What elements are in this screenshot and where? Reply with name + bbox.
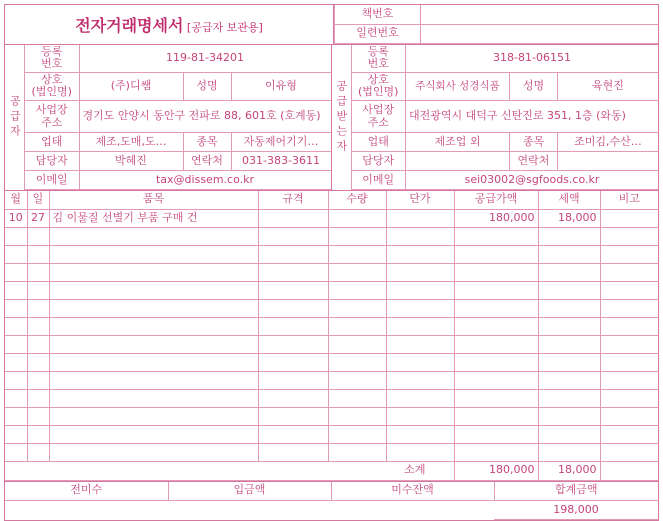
table-row-empty[interactable]	[5, 389, 658, 407]
page-title-suffix: [공급자 보관용]	[186, 21, 263, 34]
cell-empty	[386, 371, 454, 389]
col-header-day: 일	[27, 191, 49, 209]
cell-empty	[27, 263, 49, 281]
cell-empty	[454, 425, 538, 443]
cell-empty	[49, 317, 258, 335]
cell-empty	[27, 425, 49, 443]
cell-empty	[600, 425, 658, 443]
cell-tax: 18,000	[538, 209, 600, 227]
footer-label-balance: 미수잔액	[331, 482, 494, 501]
cell-empty	[454, 299, 538, 317]
cell-empty	[27, 353, 49, 371]
cell-empty	[538, 425, 600, 443]
cell-empty	[600, 227, 658, 245]
footer-total-amount: 198,000	[494, 501, 658, 520]
cell-empty	[454, 263, 538, 281]
table-row-empty[interactable]	[5, 443, 658, 461]
receiver-name-label: 성명	[510, 72, 558, 100]
cell-empty	[5, 227, 27, 245]
cell-empty	[49, 245, 258, 263]
footer-value-row[interactable]	[5, 501, 658, 520]
receiver-address-value[interactable]: 대전광역시 대덕구 신탄진로 351, 1층 (와동)	[406, 101, 659, 133]
cell-empty	[538, 335, 600, 353]
supplier-contact-value[interactable]: 031-383-3611	[231, 152, 331, 171]
table-row-empty[interactable]	[5, 317, 658, 335]
cell-empty	[49, 227, 258, 245]
cell-empty	[5, 263, 27, 281]
supplier-address-label: 사업장 주소	[25, 101, 79, 133]
cell-day: 27	[27, 209, 49, 227]
cell-empty	[454, 335, 538, 353]
subtotal-label: 소계	[5, 461, 454, 480]
supplier-item-value[interactable]: 자동제어기기…	[231, 133, 331, 152]
footer-label-total: 합계금액	[494, 482, 658, 501]
table-row-empty[interactable]	[5, 353, 658, 371]
parties-section	[5, 44, 658, 191]
table-row-empty[interactable]	[5, 263, 658, 281]
col-header-supply: 공급가액	[454, 191, 538, 209]
footer-value-balance	[331, 501, 494, 520]
cell-empty	[600, 317, 658, 335]
cell-empty	[386, 335, 454, 353]
table-row-empty[interactable]	[5, 245, 658, 263]
page-title: 전자거래명세서	[75, 16, 184, 35]
cell-empty	[27, 371, 49, 389]
cell-empty	[258, 443, 328, 461]
cell-empty	[600, 335, 658, 353]
cell-empty	[386, 281, 454, 299]
subtotal-note	[600, 461, 658, 480]
cell-empty	[328, 263, 386, 281]
cell-empty	[5, 299, 27, 317]
col-header-name: 품목	[49, 191, 258, 209]
cell-empty	[258, 281, 328, 299]
serial-number-value[interactable]	[421, 24, 659, 43]
receiver-item-label: 종목	[510, 133, 558, 152]
cell-empty	[49, 281, 258, 299]
supplier-name-value[interactable]: 이유형	[231, 72, 331, 100]
cell-empty	[328, 389, 386, 407]
col-header-spec: 규격	[258, 191, 328, 209]
book-number-value[interactable]	[421, 5, 659, 24]
cell-note	[600, 209, 658, 227]
cell-empty	[5, 281, 27, 299]
cell-empty	[49, 407, 258, 425]
cell-empty	[600, 443, 658, 461]
cell-empty	[386, 353, 454, 371]
cell-month: 10	[5, 209, 27, 227]
footer-label-prev-receivable: 전미수	[5, 482, 168, 501]
footer-value-prev-receivable	[5, 501, 168, 520]
supplier-company-label: 상호 (법인명)	[25, 72, 79, 100]
cell-empty	[600, 245, 658, 263]
supplier-biztype-value[interactable]: 제조,도매,도…	[79, 133, 183, 152]
cell-empty	[258, 371, 328, 389]
doc-number-row	[335, 24, 659, 43]
cell-empty	[600, 263, 658, 281]
cell-empty	[454, 443, 538, 461]
cell-empty	[454, 317, 538, 335]
cell-empty	[386, 227, 454, 245]
book-number-label: 책번호	[335, 5, 421, 24]
cell-empty	[600, 281, 658, 299]
table-row-empty[interactable]	[5, 281, 658, 299]
cell-empty	[454, 245, 538, 263]
document-number-block	[334, 5, 658, 44]
cell-empty	[258, 389, 328, 407]
supplier-vertical-label-text: 공급자	[8, 94, 22, 140]
supplier-name-label: 성명	[183, 72, 231, 100]
cell-empty	[454, 389, 538, 407]
cell-empty	[328, 281, 386, 299]
supplier-address-row	[25, 101, 331, 133]
title-block	[5, 5, 334, 44]
cell-empty	[386, 389, 454, 407]
subtotal-row	[5, 461, 658, 480]
supplier-email-row	[25, 171, 331, 190]
cell-empty	[258, 335, 328, 353]
supplier-biztype-label: 업태	[25, 133, 79, 152]
cell-empty	[538, 371, 600, 389]
supplier-email-value[interactable]: tax@dissem.co.kr	[79, 171, 331, 190]
cell-empty	[5, 353, 27, 371]
cell-empty	[27, 335, 49, 353]
receiver-email-value[interactable]: sei03002@sgfoods.co.kr	[406, 171, 659, 190]
receiver-company-label: 상호 (법인명)	[352, 72, 406, 100]
cell-empty	[49, 371, 258, 389]
receiver-block	[332, 45, 659, 191]
cell-empty	[386, 299, 454, 317]
table-row-empty[interactable]	[5, 407, 658, 425]
cell-empty	[328, 227, 386, 245]
receiver-company-row	[352, 72, 659, 100]
cell-empty	[600, 371, 658, 389]
cell-empty	[328, 245, 386, 263]
cell-empty	[258, 407, 328, 425]
cell-empty	[538, 245, 600, 263]
cell-empty	[328, 407, 386, 425]
cell-empty	[258, 317, 328, 335]
cell-empty	[328, 317, 386, 335]
col-header-tax: 세액	[538, 191, 600, 209]
receiver-address-row	[352, 101, 659, 133]
cell-empty	[49, 353, 258, 371]
cell-empty	[538, 353, 600, 371]
col-header-price: 단가	[386, 191, 454, 209]
cell-empty	[328, 371, 386, 389]
cell-empty	[538, 281, 600, 299]
col-header-month: 월	[5, 191, 27, 209]
cell-qty	[328, 209, 386, 227]
supplier-block	[5, 45, 332, 191]
cell-empty	[5, 245, 27, 263]
cell-empty	[386, 443, 454, 461]
cell-empty	[386, 407, 454, 425]
supplier-reg-value[interactable]: 119-81-34201	[79, 45, 331, 73]
cell-empty	[27, 299, 49, 317]
supplier-reg-row	[25, 45, 331, 73]
cell-empty	[328, 443, 386, 461]
cell-empty	[328, 335, 386, 353]
receiver-biztype-value[interactable]: 제조업 외	[406, 133, 510, 152]
document-header	[5, 5, 658, 44]
cell-empty	[27, 443, 49, 461]
receiver-biztype-label: 업태	[352, 133, 406, 152]
receiver-biztype-row	[352, 133, 659, 152]
cell-empty	[5, 335, 27, 353]
cell-empty	[49, 425, 258, 443]
supplier-vertical-label	[5, 45, 25, 191]
items-table	[5, 190, 658, 481]
supplier-company-value[interactable]: (주)디쌤	[79, 72, 183, 100]
cell-empty	[258, 299, 328, 317]
cell-empty	[258, 245, 328, 263]
supplier-company-row	[25, 72, 331, 100]
cell-empty	[258, 227, 328, 245]
cell-empty	[27, 389, 49, 407]
cell-empty	[49, 443, 258, 461]
cell-empty	[27, 317, 49, 335]
cell-empty	[386, 425, 454, 443]
cell-empty	[49, 389, 258, 407]
receiver-email-row	[352, 171, 659, 190]
supplier-manager-value[interactable]: 박혜진	[79, 152, 183, 171]
cell-empty	[600, 299, 658, 317]
cell-empty	[5, 371, 27, 389]
cell-empty	[600, 407, 658, 425]
receiver-address-label: 사업장 주소	[352, 101, 406, 133]
supplier-email-label: 이메일	[25, 171, 79, 190]
footer-label-deposit: 입금액	[168, 482, 331, 501]
cell-empty	[538, 299, 600, 317]
cell-empty	[328, 353, 386, 371]
cell-spec	[258, 209, 328, 227]
col-header-qty: 수량	[328, 191, 386, 209]
cell-empty	[258, 263, 328, 281]
supplier-manager-label: 담당자	[25, 152, 79, 171]
supplier-address-value[interactable]: 경기도 안양시 동안구 전파로 88, 601호 (호계동)	[79, 101, 331, 133]
cell-empty	[328, 299, 386, 317]
table-row-empty[interactable]	[5, 371, 658, 389]
doc-number-row	[335, 5, 659, 24]
cell-empty	[454, 227, 538, 245]
receiver-manager-row	[352, 152, 659, 171]
receiver-name-value[interactable]: 육현진	[558, 72, 659, 100]
cell-empty	[5, 317, 27, 335]
document-frame	[4, 4, 659, 521]
table-row[interactable]	[5, 209, 658, 227]
receiver-company-value[interactable]: 주식회사 성경식품	[406, 72, 510, 100]
cell-empty	[258, 425, 328, 443]
cell-empty	[538, 389, 600, 407]
cell-empty	[49, 335, 258, 353]
receiver-vertical-label-text: 공급받는자	[334, 79, 348, 155]
footer-value-deposit	[168, 501, 331, 520]
cell-empty	[27, 227, 49, 245]
receiver-contact-value[interactable]	[558, 152, 659, 171]
cell-empty	[600, 353, 658, 371]
supplier-contact-label: 연락처	[183, 152, 231, 171]
footer-section	[5, 481, 658, 521]
table-row-empty[interactable]	[5, 299, 658, 317]
cell-empty	[27, 281, 49, 299]
cell-empty	[386, 317, 454, 335]
serial-number-label: 일련번호	[335, 24, 421, 43]
supplier-biztype-row	[25, 133, 331, 152]
cell-empty	[454, 371, 538, 389]
cell-empty	[27, 407, 49, 425]
supplier-reg-label: 등록 번호	[25, 45, 79, 73]
table-row-empty[interactable]	[5, 425, 658, 443]
cell-empty	[538, 407, 600, 425]
receiver-reg-row	[352, 45, 659, 73]
cell-empty	[5, 389, 27, 407]
cell-empty	[386, 263, 454, 281]
title-cell	[5, 5, 333, 43]
receiver-manager-label: 담당자	[352, 152, 406, 171]
receiver-contact-label: 연락처	[510, 152, 558, 171]
cell-empty	[538, 227, 600, 245]
cell-empty	[386, 245, 454, 263]
table-row-empty[interactable]	[5, 227, 658, 245]
cell-empty	[49, 299, 258, 317]
receiver-reg-value[interactable]: 318-81-06151	[406, 45, 659, 73]
cell-empty	[5, 443, 27, 461]
table-row-empty[interactable]	[5, 335, 658, 353]
supplier-item-label: 종목	[183, 133, 231, 152]
receiver-item-value[interactable]: 조미김,수산…	[558, 133, 659, 152]
cell-empty	[538, 263, 600, 281]
cell-supply: 180,000	[454, 209, 538, 227]
cell-empty	[600, 389, 658, 407]
cell-empty	[328, 425, 386, 443]
receiver-manager-value[interactable]	[406, 152, 510, 171]
receiver-reg-label: 등록 번호	[352, 45, 406, 73]
cell-empty	[49, 263, 258, 281]
receiver-vertical-label	[332, 45, 352, 191]
receiver-email-label: 이메일	[352, 171, 406, 190]
subtotal-supply: 180,000	[454, 461, 538, 480]
subtotal-tax: 18,000	[538, 461, 600, 480]
cell-name: 김 이물질 선별기 부품 구매 건	[49, 209, 258, 227]
cell-empty	[454, 353, 538, 371]
items-header-row	[5, 191, 658, 209]
col-header-note: 비고	[600, 191, 658, 209]
cell-empty	[454, 281, 538, 299]
cell-empty	[27, 245, 49, 263]
supplier-manager-row	[25, 152, 331, 171]
cell-empty	[454, 407, 538, 425]
cell-empty	[5, 407, 27, 425]
cell-empty	[538, 317, 600, 335]
cell-empty	[538, 443, 600, 461]
footer-label-row	[5, 482, 658, 501]
cell-price	[386, 209, 454, 227]
cell-empty	[5, 425, 27, 443]
cell-empty	[258, 353, 328, 371]
